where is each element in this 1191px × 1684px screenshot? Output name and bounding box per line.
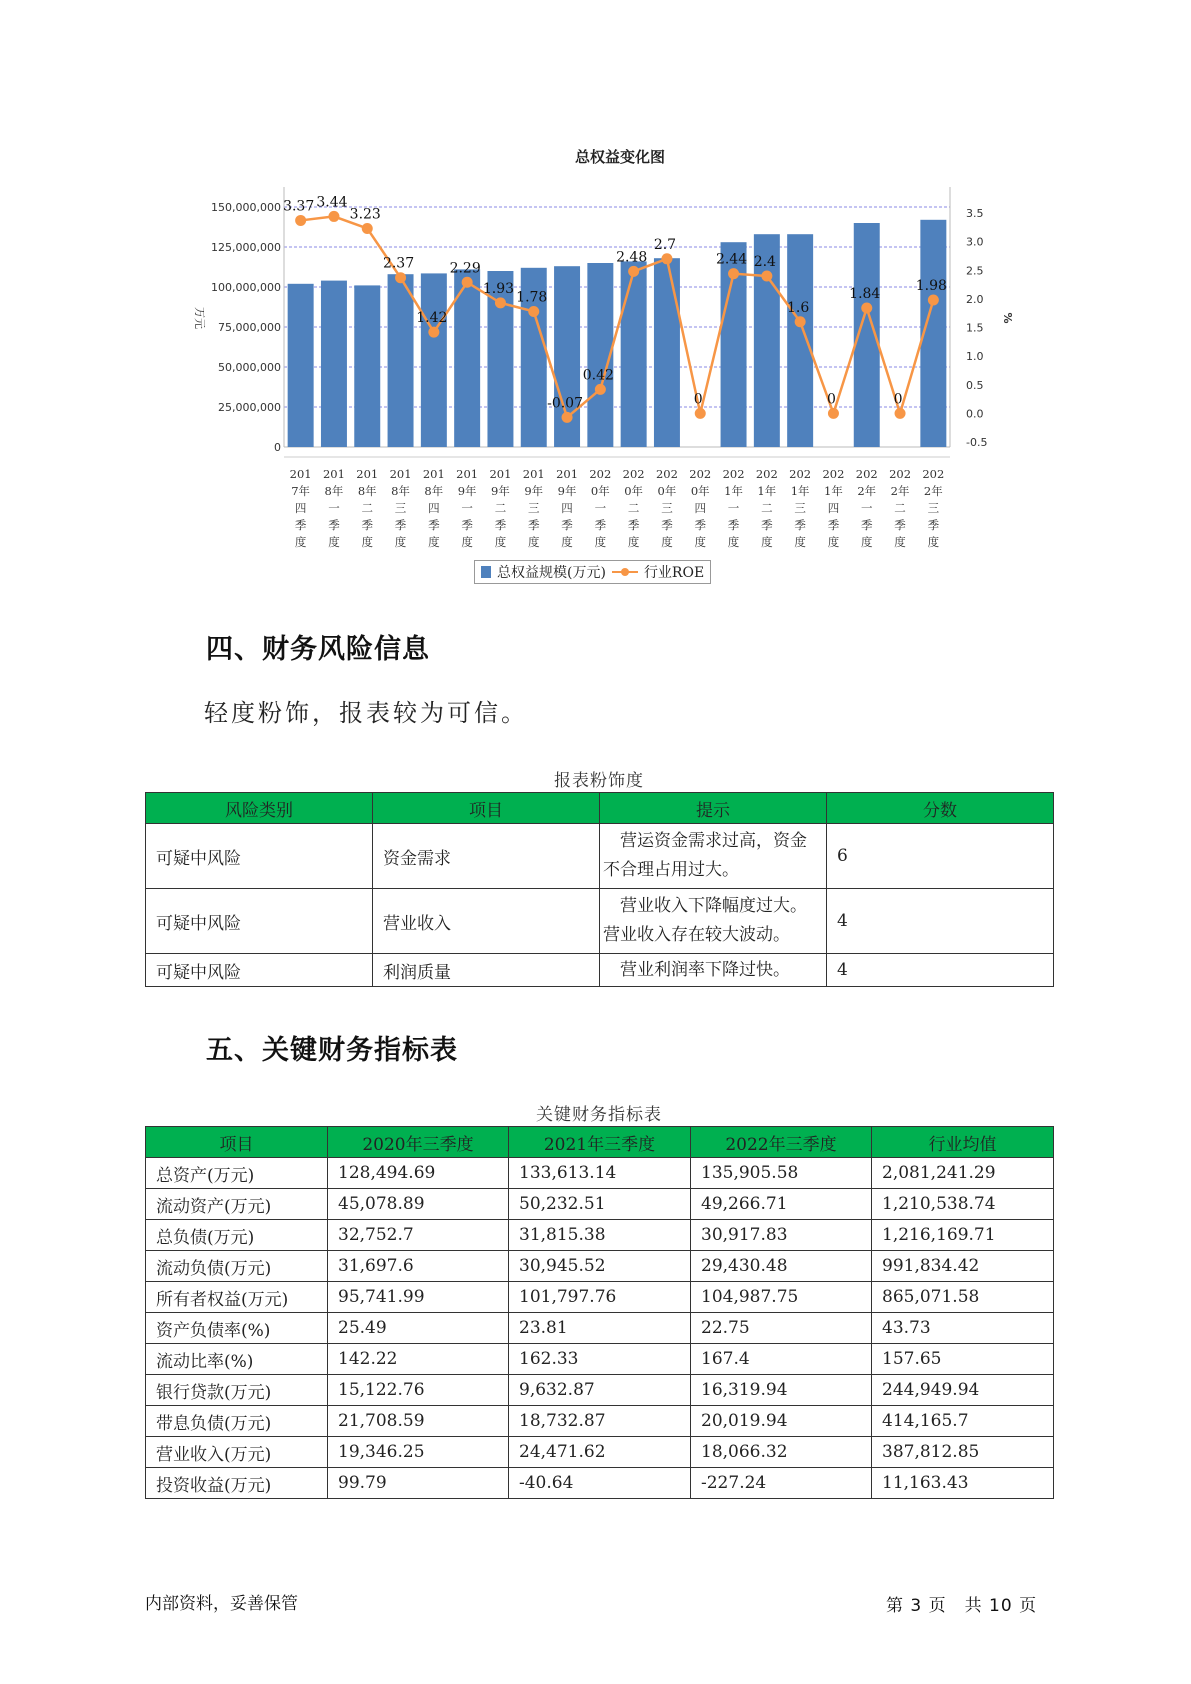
kfi-industry-avg: 414,165.7: [872, 1406, 1054, 1437]
x-tick-label: 季: [561, 518, 573, 532]
legend-bar-swatch: [481, 566, 491, 578]
x-tick-label: 201: [456, 467, 479, 481]
bar: [421, 273, 447, 447]
kfi-2020q3: 25.49: [328, 1313, 509, 1344]
x-tick-label: 二: [494, 501, 507, 515]
y-right-tick-label: 1.0: [966, 350, 984, 364]
kfi-2021q3: -40.64: [509, 1468, 691, 1499]
legend-line-label: 行业ROE: [643, 565, 705, 581]
x-tick-label: 9年: [557, 484, 577, 498]
x-tick-label: 2年: [923, 484, 943, 498]
risk-item: 利润质量: [373, 954, 600, 987]
roe-point: [661, 253, 672, 264]
legend-line-swatch: [612, 566, 638, 578]
x-tick-label: 三: [394, 501, 407, 515]
x-tick-label: 202: [855, 467, 878, 481]
x-tick-label: 度: [927, 535, 940, 549]
roe-data-label: 2.37: [382, 255, 415, 272]
x-tick-label: 度: [528, 535, 540, 549]
kfi-industry-avg: 387,812.85: [872, 1437, 1054, 1468]
roe-point: [728, 268, 739, 279]
equity-chart: [0, 0, 1191, 600]
roe-data-label: 2.7: [653, 236, 677, 253]
table-row: [146, 1158, 1054, 1189]
kfi-item: 流动负债(万元): [146, 1251, 328, 1282]
kfi-item: 带息负债(万元): [146, 1406, 328, 1437]
table-row: [146, 1189, 1054, 1220]
chart-legend: [474, 560, 711, 584]
roe-point: [562, 412, 573, 423]
roe-point: [595, 384, 606, 395]
section5-heading: 五、关键财务指标表: [206, 1035, 458, 1066]
kfi-2020q3: 99.79: [328, 1468, 509, 1499]
kfi-2021q3: 24,471.62: [509, 1437, 691, 1468]
kfi-item: 营业收入(万元): [146, 1437, 328, 1468]
y-left-tick-label: 25,000,000: [218, 401, 281, 414]
x-tick-label: 202: [889, 467, 912, 481]
kfi-2020q3: 21,708.59: [328, 1406, 509, 1437]
x-tick-label: 度: [827, 535, 840, 549]
x-tick-label: 201: [322, 467, 345, 481]
risk-tip: 营业收入下降幅度过大。营业收入存在较大波动。: [600, 889, 827, 954]
roe-data-label: 0: [693, 391, 703, 408]
x-tick-label: 度: [894, 535, 906, 549]
x-tick-label: 7年: [291, 484, 311, 498]
y-right-tick-label: 0.0: [966, 407, 984, 421]
risk-table: [145, 792, 1054, 987]
x-tick-label: 1年: [724, 484, 743, 498]
x-tick-label: 0年: [690, 484, 710, 498]
x-tick-label: 度: [727, 535, 740, 549]
x-tick-label: 0年: [590, 484, 610, 498]
risk-table-caption: 报表粉饰度: [554, 771, 644, 791]
kfi-industry-avg: 244,949.94: [872, 1375, 1054, 1406]
x-tick-label: 一: [461, 501, 473, 515]
roe-data-label: 0: [826, 391, 836, 408]
x-tick-label: 季: [494, 518, 507, 532]
kfi-2022q3: 18,066.32: [691, 1437, 872, 1468]
roe-data-label: 0: [893, 391, 903, 408]
x-tick-label: 202: [622, 467, 645, 481]
risk-header-item: 项目: [373, 793, 600, 824]
kfi-industry-avg: 991,834.42: [872, 1251, 1054, 1282]
x-tick-label: 度: [627, 535, 640, 549]
kfi-header-item: 项目: [146, 1127, 328, 1158]
x-tick-label: 季: [394, 518, 407, 532]
x-tick-label: 季: [727, 518, 740, 532]
roe-point: [495, 297, 506, 308]
risk-header-tip: 提示: [600, 793, 827, 824]
risk-score: 4: [827, 954, 1054, 987]
risk-category: 可疑中风险: [146, 954, 373, 987]
x-tick-label: 季: [294, 518, 307, 532]
x-tick-label: 202: [789, 467, 812, 481]
y-left-tick-label: 50,000,000: [218, 361, 281, 374]
x-tick-label: 季: [627, 518, 640, 532]
x-tick-label: 202: [689, 467, 712, 481]
risk-score: 4: [827, 889, 1054, 954]
kfi-industry-avg: 2,081,241.29: [872, 1158, 1054, 1189]
x-tick-label: 202: [655, 467, 678, 481]
y-left-tick-label: 150,000,000: [211, 201, 281, 214]
y-right-tick-label: 2.5: [966, 264, 984, 278]
x-tick-label: 度: [361, 535, 373, 549]
kfi-2021q3: 101,797.76: [509, 1282, 691, 1313]
x-tick-label: 9年: [491, 484, 510, 498]
x-tick-label: 度: [694, 535, 706, 549]
roe-data-label: 1.84: [849, 286, 881, 303]
x-tick-label: 季: [328, 518, 340, 532]
roe-data-label: -0.07: [547, 395, 584, 412]
risk-header-score: 分数: [827, 793, 1054, 824]
risk-category: 可疑中风险: [146, 824, 373, 889]
x-tick-label: 四: [294, 501, 307, 515]
table-row: [146, 1406, 1054, 1437]
x-tick-label: 9年: [524, 484, 544, 498]
x-tick-label: 度: [461, 535, 473, 549]
kfi-2022q3: 29,430.48: [691, 1251, 872, 1282]
y-left-tick-label: 0: [274, 441, 281, 454]
kfi-industry-avg: 1,210,538.74: [872, 1189, 1054, 1220]
table-row: [146, 1468, 1054, 1499]
kfi-2022q3: 167.4: [691, 1344, 872, 1375]
roe-point: [861, 303, 872, 314]
risk-tip: 营运资金需求过高，资金不合理占用过大。: [600, 824, 827, 889]
x-tick-label: 季: [461, 518, 473, 532]
roe-data-label: 1.42: [416, 310, 448, 327]
roe-point: [695, 408, 706, 419]
x-tick-label: 季: [694, 518, 706, 532]
x-tick-label: 季: [428, 518, 440, 532]
kfi-industry-avg: 1,216,169.71: [872, 1220, 1054, 1251]
x-tick-label: 季: [861, 518, 873, 532]
kfi-industry-avg: 157.65: [872, 1344, 1054, 1375]
roe-point: [928, 295, 939, 306]
x-tick-label: 二: [361, 501, 373, 515]
x-tick-label: 三: [927, 501, 940, 515]
roe-point: [362, 223, 373, 234]
x-tick-label: 8年: [357, 484, 377, 498]
risk-tip: 营业利润率下降过快。: [600, 954, 827, 987]
kfi-2022q3: 135,905.58: [691, 1158, 872, 1189]
kfi-item: 流动资产(万元): [146, 1189, 328, 1220]
x-tick-label: 2年: [890, 484, 910, 498]
risk-item: 营业收入: [373, 889, 600, 954]
risk-table-header: [146, 793, 1054, 824]
kfi-industry-avg: 43.73: [872, 1313, 1054, 1344]
roe-point: [395, 272, 406, 283]
risk-item: 资金需求: [373, 824, 600, 889]
roe-data-label: 2.4: [753, 253, 776, 270]
kfi-industry-avg: 11,163.43: [872, 1468, 1054, 1499]
kfi-header-2022q3: 2022年三季度: [691, 1127, 872, 1158]
x-tick-label: 202: [755, 467, 778, 481]
x-tick-label: 季: [927, 518, 940, 532]
roe-point: [295, 215, 306, 226]
y-right-tick-label: -0.5: [966, 436, 988, 449]
kfi-item: 总负债(万元): [146, 1220, 328, 1251]
roe-point: [895, 408, 906, 419]
bar: [321, 281, 347, 447]
x-tick-label: 202: [922, 467, 945, 481]
kfi-table-header: [146, 1127, 1054, 1158]
roe-point: [428, 327, 439, 338]
roe-data-label: 2.44: [715, 251, 748, 268]
roe-data-label: 1.78: [516, 289, 548, 306]
kfi-2020q3: 45,078.89: [328, 1189, 509, 1220]
kfi-2021q3: 50,232.51: [509, 1189, 691, 1220]
x-tick-label: 四: [694, 501, 706, 515]
x-tick-label: 度: [428, 535, 440, 549]
kfi-item: 资产负债率(%): [146, 1313, 328, 1344]
kfi-2021q3: 23.81: [509, 1313, 691, 1344]
y-left-axis-label: 万元: [193, 307, 206, 329]
x-tick-label: 201: [556, 467, 579, 481]
x-tick-label: 度: [494, 535, 507, 549]
x-tick-label: 度: [394, 535, 407, 549]
x-tick-label: 度: [561, 535, 573, 549]
kfi-item: 流动比率(%): [146, 1344, 328, 1375]
x-tick-label: 202: [589, 467, 612, 481]
y-right-tick-label: 1.5: [966, 321, 984, 335]
x-tick-label: 季: [894, 518, 906, 532]
x-tick-label: 度: [761, 535, 773, 549]
roe-data-label: 2.29: [449, 260, 481, 277]
x-tick-label: 季: [794, 518, 806, 532]
bar: [654, 258, 680, 447]
roe-data-label: 1.6: [787, 299, 810, 316]
roe-data-label: 3.44: [316, 194, 348, 211]
x-tick-label: 度: [328, 535, 340, 549]
bar: [354, 285, 380, 447]
risk-score: 6: [827, 824, 1054, 889]
x-tick-label: 2年: [857, 484, 877, 498]
x-tick-label: 201: [389, 467, 412, 481]
x-tick-label: 1年: [757, 484, 777, 498]
footer-page-number: 第 3 页 共 10 页: [886, 1596, 1038, 1616]
risk-category: 可疑中风险: [146, 889, 373, 954]
x-tick-label: 二: [761, 501, 773, 515]
bar: [621, 261, 647, 447]
x-tick-label: 201: [422, 467, 445, 481]
section4-heading: 四、财务风险信息: [206, 634, 430, 665]
x-tick-label: 季: [361, 518, 373, 532]
x-tick-label: 201: [356, 467, 379, 481]
kfi-2022q3: 20,019.94: [691, 1406, 872, 1437]
table-row: [146, 954, 1054, 987]
table-row: [146, 1313, 1054, 1344]
x-tick-label: 1年: [790, 484, 810, 498]
x-tick-label: 三: [661, 501, 673, 515]
y-left-tick-label: 100,000,000: [211, 281, 281, 294]
table-row: [146, 1375, 1054, 1406]
table-row: [146, 1437, 1054, 1468]
kfi-header-2021q3: 2021年三季度: [509, 1127, 691, 1158]
x-tick-label: 四: [827, 501, 840, 515]
x-tick-label: 三: [528, 501, 540, 515]
kfi-2021q3: 18,732.87: [509, 1406, 691, 1437]
table-row: [146, 1344, 1054, 1375]
x-tick-label: 二: [894, 501, 906, 515]
y-right-tick-label: 0.5: [966, 378, 984, 392]
y-right-tick-label: 3.5: [966, 207, 984, 220]
kfi-2022q3: 30,917.83: [691, 1220, 872, 1251]
x-tick-label: 二: [627, 501, 640, 515]
x-tick-label: 四: [428, 501, 440, 515]
roe-data-label: 0.42: [582, 367, 614, 384]
x-tick-label: 201: [289, 467, 312, 481]
kfi-item: 银行贷款(万元): [146, 1375, 328, 1406]
x-tick-label: 0年: [624, 484, 644, 498]
x-tick-label: 0年: [657, 484, 677, 498]
bar: [388, 274, 414, 447]
roe-data-label: 3.37: [283, 198, 315, 215]
roe-data-label: 3.23: [349, 206, 381, 223]
roe-point: [795, 316, 806, 327]
kfi-2022q3: 49,266.71: [691, 1189, 872, 1220]
kfi-table-caption: 关键财务指标表: [536, 1105, 662, 1125]
x-tick-label: 度: [594, 535, 607, 549]
x-tick-label: 季: [528, 518, 540, 532]
x-tick-label: 一: [727, 501, 740, 515]
table-row: [146, 824, 1054, 889]
x-tick-label: 三: [794, 501, 806, 515]
kfi-item: 总资产(万元): [146, 1158, 328, 1189]
roe-point: [328, 211, 339, 222]
kfi-item: 所有者权益(万元): [146, 1282, 328, 1313]
x-tick-label: 季: [761, 518, 773, 532]
x-tick-label: 1年: [824, 484, 843, 498]
x-tick-label: 度: [661, 535, 673, 549]
table-row: [146, 889, 1054, 954]
x-tick-label: 202: [822, 467, 845, 481]
x-tick-label: 201: [522, 467, 545, 481]
roe-data-label: 2.48: [616, 249, 648, 266]
equity-chart-svg: [0, 0, 1191, 560]
kfi-2021q3: 31,815.38: [509, 1220, 691, 1251]
x-tick-label: 四: [561, 501, 573, 515]
x-tick-label: 9年: [457, 484, 477, 498]
kfi-2021q3: 30,945.52: [509, 1251, 691, 1282]
roe-data-label: 1.93: [482, 280, 515, 297]
kfi-2020q3: 128,494.69: [328, 1158, 509, 1189]
x-tick-label: 8年: [424, 484, 444, 498]
kfi-2020q3: 95,741.99: [328, 1282, 509, 1313]
kfi-2021q3: 9,632.87: [509, 1375, 691, 1406]
x-tick-label: 202: [722, 467, 745, 481]
legend-bar-label: 总权益规模(万元): [497, 565, 606, 581]
x-tick-label: 度: [294, 535, 307, 549]
kfi-2021q3: 162.33: [509, 1344, 691, 1375]
kfi-2022q3: 16,319.94: [691, 1375, 872, 1406]
x-tick-label: 季: [827, 518, 840, 532]
roe-point: [828, 408, 839, 419]
table-row: [146, 1282, 1054, 1313]
table-row: [146, 1251, 1054, 1282]
bar: [787, 234, 813, 447]
bar: [288, 284, 314, 447]
kfi-2020q3: 19,346.25: [328, 1437, 509, 1468]
kfi-2022q3: 104,987.75: [691, 1282, 872, 1313]
chart-title: 总权益变化图: [574, 148, 666, 166]
roe-point: [528, 306, 539, 317]
x-tick-label: 一: [861, 501, 873, 515]
x-tick-label: 度: [794, 535, 806, 549]
kfi-2021q3: 133,613.14: [509, 1158, 691, 1189]
x-tick-label: 度: [861, 535, 873, 549]
table-row: [146, 1220, 1054, 1251]
y-left-tick-label: 75,000,000: [218, 321, 281, 334]
kfi-table: [145, 1126, 1054, 1499]
kfi-2022q3: -227.24: [691, 1468, 872, 1499]
x-tick-label: 201: [489, 467, 512, 481]
kfi-header-2020q3: 2020年三季度: [328, 1127, 509, 1158]
kfi-2020q3: 32,752.7: [328, 1220, 509, 1251]
roe-point: [761, 270, 772, 281]
roe-point: [462, 277, 473, 288]
risk-summary: 轻度粉饰，报表较为可信。: [204, 699, 528, 727]
x-tick-label: 8年: [391, 484, 410, 498]
risk-header-category: 风险类别: [146, 793, 373, 824]
kfi-2020q3: 142.22: [328, 1344, 509, 1375]
kfi-2020q3: 31,697.6: [328, 1251, 509, 1282]
kfi-item: 投资收益(万元): [146, 1468, 328, 1499]
roe-data-label: 1.98: [915, 278, 947, 295]
x-tick-label: 一: [594, 501, 607, 515]
y-right-tick-label: 2.0: [966, 292, 984, 306]
x-tick-label: 一: [328, 501, 340, 515]
x-tick-label: 季: [594, 518, 607, 532]
y-right-axis-label: %: [1001, 312, 1014, 324]
x-tick-label: 季: [661, 518, 673, 532]
x-tick-label: 8年: [324, 484, 344, 498]
kfi-2022q3: 22.75: [691, 1313, 872, 1344]
kfi-header-industry-avg: 行业均值: [872, 1127, 1054, 1158]
kfi-2020q3: 15,122.76: [328, 1375, 509, 1406]
kfi-industry-avg: 865,071.58: [872, 1282, 1054, 1313]
roe-point: [628, 266, 639, 277]
footer-confidential: 内部资料，妥善保管: [145, 1594, 298, 1614]
y-left-tick-label: 125,000,000: [211, 241, 281, 254]
y-right-tick-label: 3.0: [966, 235, 984, 249]
